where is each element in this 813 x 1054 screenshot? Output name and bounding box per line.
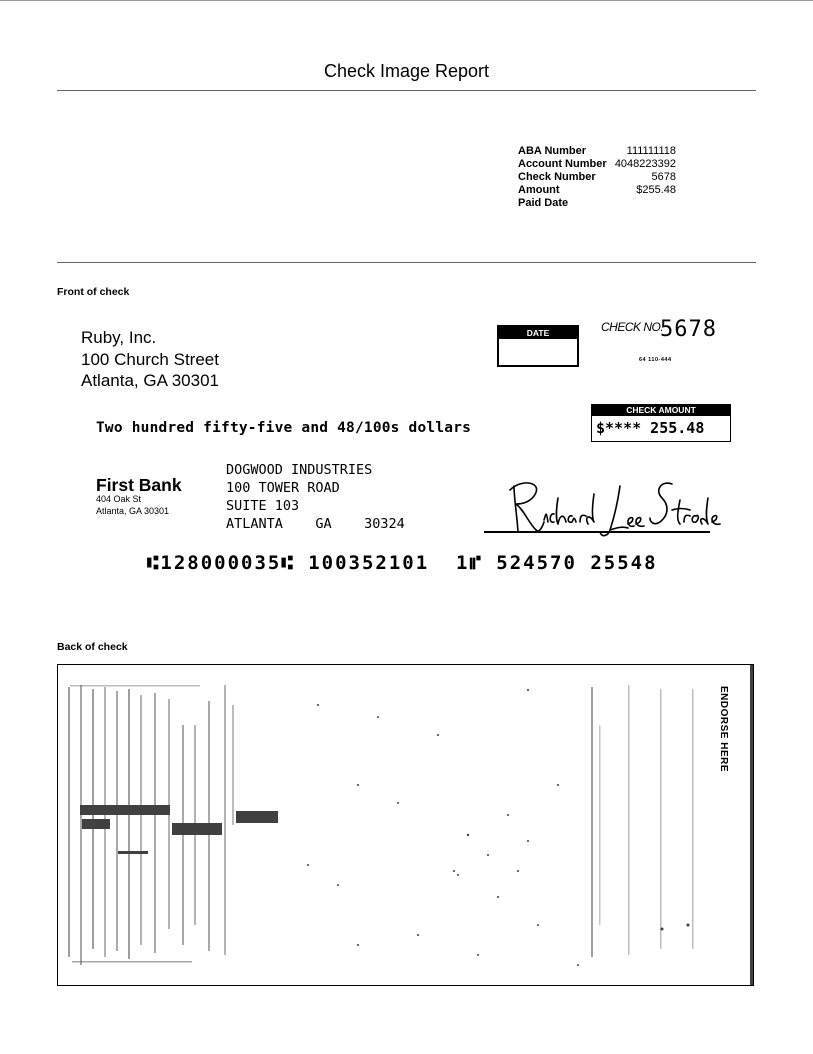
bank-name: First Bank	[96, 475, 182, 495]
check-amount-value: $**** 255.48	[596, 419, 705, 437]
routing-fraction: 64 110-444	[639, 357, 672, 363]
amount-label: Amount	[518, 184, 560, 196]
report-title: Check Image Report	[323, 61, 490, 81]
back-section-label: Back of check	[57, 641, 128, 653]
back-of-check-image	[57, 664, 754, 986]
title-divider	[57, 90, 756, 91]
check-number-value: 5678	[651, 171, 676, 183]
account-label: Account Number	[518, 158, 607, 170]
payer-street: 100 Church Street	[81, 349, 219, 369]
aba-label: ABA Number	[518, 145, 587, 157]
amount-in-words: Two hundred fifty-five and 48/100s dollars	[96, 420, 472, 436]
payee-line3: SUITE 103	[226, 498, 300, 514]
payee-line2: 100 TOWER ROAD	[226, 480, 340, 496]
payee-line1: DOGWOOD INDUSTRIES	[226, 462, 373, 478]
bank-street: 404 Oak St	[96, 494, 142, 504]
check-amount-box	[591, 404, 731, 442]
paid-date-label: Paid Date	[518, 197, 569, 209]
signature-line	[484, 531, 710, 533]
check-amount-label: CHECK AMOUNT	[592, 405, 730, 416]
date-box	[497, 325, 579, 367]
payer-name: Ruby, Inc.	[81, 328, 157, 347]
check-info-table	[518, 145, 676, 210]
payee-address	[226, 461, 405, 533]
signature-image	[484, 470, 724, 540]
check-number-label: Check Number	[518, 171, 596, 183]
date-label: DATE	[499, 327, 577, 339]
back-scan-noise	[58, 665, 754, 986]
endorse-here-label: ENDORSE HERE	[718, 686, 729, 773]
info-row-paid	[518, 197, 676, 210]
info-row-account	[518, 158, 676, 171]
payer-city: Atlanta, GA 30301	[81, 371, 219, 390]
info-row-aba	[518, 145, 676, 158]
paid-date-value	[608, 197, 676, 210]
info-row-amount	[518, 184, 676, 197]
check-no-value: 5678	[660, 317, 717, 342]
info-divider	[57, 262, 756, 263]
micr-line: ⑆128000035⑆ 100352101 1⑈ 524570 25548	[147, 552, 658, 574]
aba-value: 111111118	[626, 145, 676, 157]
amount-value: $255.48	[636, 184, 676, 196]
top-border	[0, 0, 813, 1]
check-no-label: CHECK NO.	[601, 320, 664, 334]
payee-line4: ATLANTA GA 30324	[226, 516, 405, 532]
bank-city: Atlanta, GA 30301	[96, 505, 170, 516]
bank-address	[96, 494, 169, 517]
info-row-check	[518, 171, 676, 184]
payer-address	[81, 327, 219, 392]
account-value: 4048223392	[614, 158, 676, 170]
front-section-label: Front of check	[57, 286, 130, 298]
